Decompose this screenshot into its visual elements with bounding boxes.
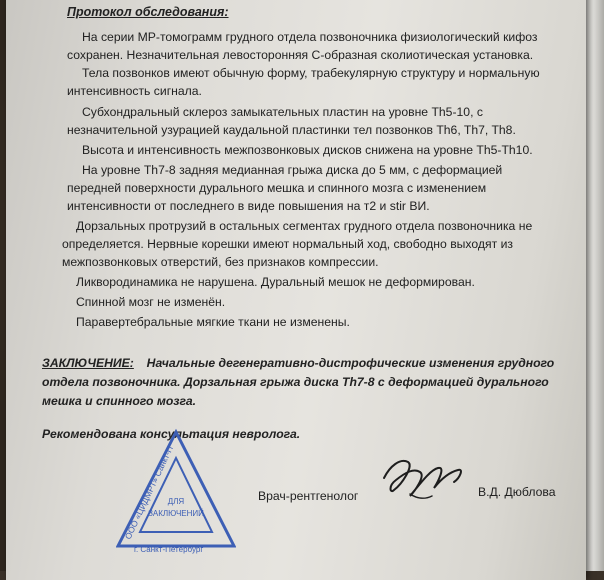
text-line: Ликвородинамика не нарушена. Дуральный мешок не деформирован. <box>76 275 475 289</box>
document-title: Протокол обследования: <box>67 5 229 19</box>
signature-name: В.Д. Дюблова <box>478 485 556 499</box>
conclusion-line <box>42 354 554 372</box>
svg-text:г. Санкт-Петербург <box>134 545 203 554</box>
text-line: определяется. Нервные корешки имеют нормальный ход, свободно выходят из <box>62 237 513 251</box>
text-line: межпозвонковых отверстий, без признаков компрессии. <box>62 255 379 269</box>
text-line: интенсивности от последнего в виде повышения на т2 и stir ВИ. <box>67 199 430 213</box>
text-line: На уровне Th7-8 задняя медианная грыжа диска до 5 мм, с деформацией <box>82 163 503 177</box>
text-line: Паравертебральные мягкие ткани не изменены. <box>76 315 350 329</box>
text-line: незначительной узурацией каудальной пластинки тел позвонков Th6, Th7, Th8. <box>67 123 516 137</box>
conclusion-text: Начальные дегенеративно-дистрофические изменения грудного <box>146 356 555 370</box>
stamp-inner-text: ЗАКЛЮЧЕНИЙ <box>148 509 204 518</box>
stamp-inner-text: ДЛЯ <box>167 497 185 506</box>
stamp-outer-text: ООО «ЦИДМРТ» Санкт-П <box>122 444 175 541</box>
text-line: Высота и интенсивность межпозвонковых дисков снижена на уровне Th5-Th10. <box>82 143 533 157</box>
text-line: Спинной мозг не изменён. <box>76 295 226 309</box>
text-line: передней поверхности дурального мешка и спинного мозга с изменением <box>67 181 487 195</box>
svg-text:ООО «ЦИДМРТ» Санкт-Петербург <box>116 428 175 541</box>
signature-role: Врач-рентгенолог <box>258 489 359 503</box>
text-line: сохранен. Незначительная левосторонняя С-образная сколиотическая установка. <box>67 48 534 62</box>
text-line: Дорзальных протрузий в остальных сегментах грудного отдела позвоночника не <box>76 219 533 233</box>
conclusion-text: мешка и спинного мозга. <box>42 394 197 408</box>
recommendation: Рекомендована консультация невролога. <box>42 427 301 441</box>
clinic-stamp <box>116 428 236 563</box>
handwritten-signature <box>380 448 470 508</box>
conclusion-text: отдела позвоночника. Дорзальная грыжа диска Th7-8 с деформацией дурального <box>42 375 549 389</box>
stamp-bottom-text: г. Санкт-Петербург <box>134 545 204 554</box>
conclusion-label: ЗАКЛЮЧЕНИЕ: <box>42 356 134 370</box>
text-line: Субхондральный склероз замыкательных пластин на уровне Th5-10, с <box>82 105 483 119</box>
text-line: На серии МР-томограмм грудного отдела позвоночника физиологический кифоз <box>82 30 538 44</box>
text-line: интенсивность сигнала. <box>67 84 202 98</box>
text-line: Тела позвонков имеют обычную форму, трабекулярную структуру и нормальную <box>82 66 540 80</box>
